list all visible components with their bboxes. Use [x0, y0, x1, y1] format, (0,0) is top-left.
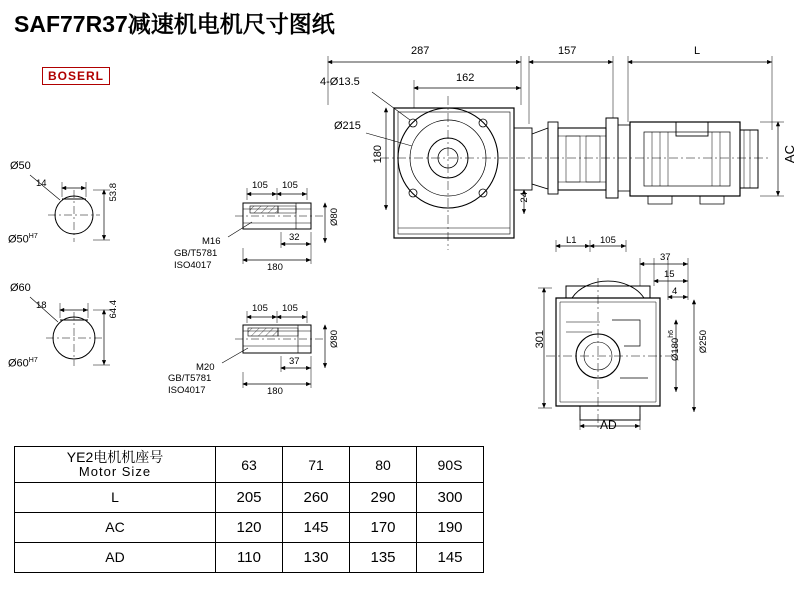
shaft-2-bore-tol-value: Ø60	[8, 357, 29, 370]
end-2-od: Ø80	[329, 330, 340, 348]
table-cell-AC-80: 170	[350, 513, 417, 543]
main-assembly-view	[328, 56, 784, 250]
end-1-standard-2: ISO4017	[174, 260, 212, 271]
bottom-dim-AD: AD	[600, 418, 617, 432]
table-row	[15, 513, 484, 543]
shaft-2-bore-label: Ø60	[10, 282, 31, 294]
table-header-cn: YE2电机机座号	[66, 449, 164, 465]
end-2-dim-left: 105	[252, 303, 268, 314]
end-1-od: Ø80	[329, 208, 340, 226]
motor-size-table	[14, 446, 484, 573]
main-dim-180: 180	[372, 145, 384, 164]
table-header-label	[15, 447, 216, 483]
end-2-standard-2: ISO4017	[168, 385, 206, 396]
main-holes: 4-Ø13.5	[320, 76, 360, 88]
end-1-total: 180	[267, 262, 283, 273]
bottom-dim-250: Ø250	[698, 330, 709, 354]
end-1-dim-left: 105	[252, 180, 268, 191]
shaft-2-key-width: 18	[36, 300, 47, 311]
shaft-2-bore-tolerance	[8, 357, 38, 370]
table-cell-L-90S: 300	[417, 483, 484, 513]
bottom-dim-180-value: Ø180	[670, 337, 682, 362]
shaft-end-view-1	[228, 188, 325, 264]
bottom-dim-15: 15	[664, 269, 675, 280]
table-cell-AD-80: 135	[350, 543, 417, 573]
shaft-1-bore-tolerance	[8, 233, 38, 246]
table-col-63: 63	[216, 447, 283, 483]
shaft-2-height: 64.4	[108, 300, 119, 319]
table-cell-L-63: 205	[216, 483, 283, 513]
main-dim-157: 157	[558, 45, 577, 57]
table-cell-AC-90S: 190	[417, 513, 484, 543]
main-dim-L: L	[694, 45, 701, 57]
shaft-end-view-2	[222, 311, 325, 388]
end-2-standard-1: GB/T5781	[168, 373, 212, 384]
table-cell-AD-71: 130	[283, 543, 350, 573]
end-1-dim-right: 105	[282, 180, 298, 191]
main-flange-dia: Ø215	[334, 120, 361, 132]
end-2-dim-mid: 37	[289, 356, 300, 367]
table-cell-L-80: 290	[350, 483, 417, 513]
bottom-dim-180	[668, 330, 681, 361]
table-row	[15, 483, 484, 513]
brand-logo: BOSERL	[42, 67, 110, 85]
table-col-90S: 90S	[417, 447, 484, 483]
table-row	[15, 543, 484, 573]
shaft-1-key-width: 14	[36, 178, 47, 189]
end-2-dim-right: 105	[282, 303, 298, 314]
bottom-dim-105: 105	[600, 235, 616, 246]
table-cell-AD-90S: 145	[417, 543, 484, 573]
bottom-dim-L1: L1	[566, 235, 577, 246]
table-cell-L-71: 260	[283, 483, 350, 513]
end-1-dim-mid: 32	[289, 232, 300, 243]
bottom-dim-37: 37	[660, 252, 671, 263]
table-row-label-L: L	[15, 483, 216, 513]
table-cell-AC-63: 120	[216, 513, 283, 543]
table-row-header	[15, 447, 484, 483]
shaft-1-bore-tol-value: Ø50	[8, 233, 29, 246]
shaft-1-height: 53.8	[108, 183, 119, 202]
page-title: SAF77R37减速机电机尺寸图纸	[14, 11, 335, 37]
shaft-1-bore-label: Ø50	[10, 160, 31, 172]
main-dim-24: 24	[519, 192, 530, 203]
end-1-standard-1: GB/T5781	[174, 248, 218, 259]
end-2-total: 180	[267, 386, 283, 397]
shaft-1-bore-tol-sup: H7	[28, 233, 38, 240]
table-cell-AC-71: 145	[283, 513, 350, 543]
end-1-thread: M16	[202, 236, 221, 247]
table-col-80: 80	[350, 447, 417, 483]
shaft-2-bore-tol-sup: H7	[28, 357, 38, 364]
main-dim-162: 162	[456, 72, 475, 84]
main-dim-AC: AC	[782, 145, 797, 164]
bottom-dim-301: 301	[534, 330, 546, 349]
main-dim-287: 287	[411, 45, 430, 57]
table-col-71: 71	[283, 447, 350, 483]
bottom-dim-4: 4	[672, 286, 678, 297]
bottom-dim-180-sup: h6	[668, 330, 675, 338]
table-header-en: Motor Size	[78, 464, 152, 480]
table-cell-AD-63: 110	[216, 543, 283, 573]
table-row-label-AD: AD	[15, 543, 216, 573]
table-row-label-AC: AC	[15, 513, 216, 543]
end-2-thread: M20	[196, 362, 215, 373]
